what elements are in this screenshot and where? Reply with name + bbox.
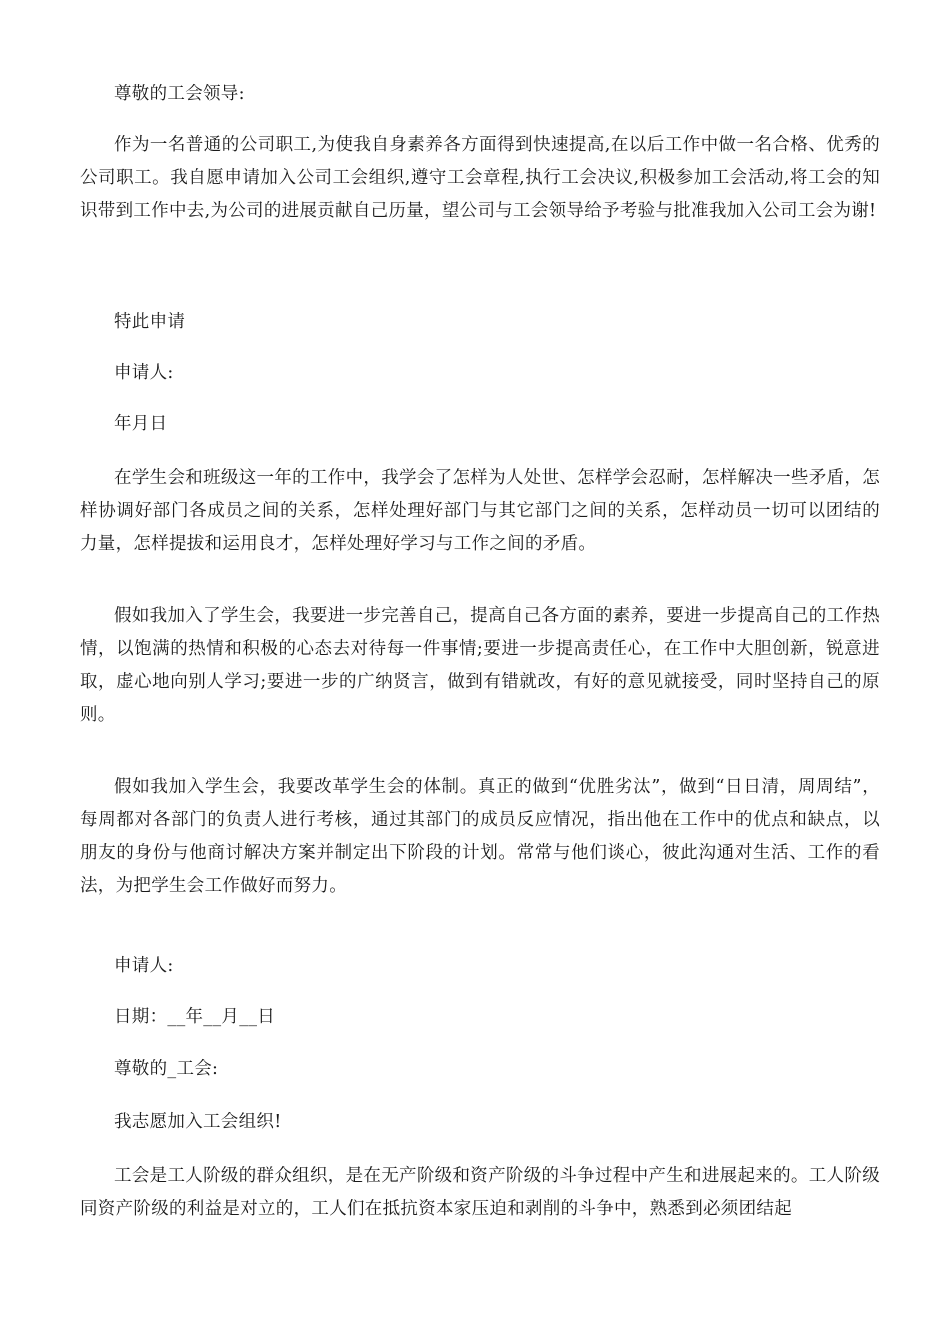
self-improvement-paragraph: 假如我加入了学生会，我要进一步完善自己，提高自己各方面的素养，要进一步提高自己的工作热情，以饱满的热情和积极的心态去对待每一件事情;要进一步提高责任心，在工作中大胆创新，锐意进取，虚心地向别人学习;要进一步的广纳贤言，做到有错就改，有好的意见就接受，同时坚持自己的原则。	[80, 606, 880, 725]
volunteer-statement: 我志愿加入工会组织!	[114, 1112, 282, 1132]
date-line: 日期：__年__月__日	[114, 1007, 276, 1027]
date-label: 年月日	[114, 414, 168, 434]
student-union-experience-paragraph: 在学生会和班级这一年的工作中，我学会了怎样为人处世、怎样学会忍耐，怎样解决一些矛盾，怎样协调好部门各成员之间的关系，怎样处理好部门与其它部门之间的关系，怎样动员一切可以团结的力量，怎样提拔和运用良才，怎样处理好学习与工作之间的矛盾。	[80, 468, 880, 554]
salutation-union-leaders: 尊敬的工会领导:	[114, 84, 245, 104]
union-description-paragraph: 工会是工人阶级的群众组织，是在无产阶级和资产阶级的斗争过程中产生和进展起来的。工人阶级同资产阶级的利益是对立的，工人们在抵抗资本家压迫和剥削的斗争中，熟悉到必须团结起	[80, 1166, 880, 1219]
application-body-paragraph: 作为一名普通的公司职工,为使我自身素养各方面得到快速提高,在以后工作中做一名合格、优秀的公司职工。我自愿申请加入公司工会组织,遵守工会章程,执行工会决议,积极参加工会活动,将工会的知识带到工作中去,为公司的进展贡献自己历量，望公司与工会领导给予考验与批准我加入公司工会为谢!	[80, 135, 880, 221]
closing-phrase: 特此申请	[114, 312, 186, 332]
salutation-union: 尊敬的_工会:	[114, 1059, 219, 1079]
applicant-label: 申请人:	[114, 363, 174, 383]
applicant-label-2: 申请人:	[114, 956, 174, 976]
reform-plan-paragraph: 假如我加入学生会，我要改革学生会的体制。真正的做到“优胜劣汰”，做到“日日清，周周结”，每周都对各部门的负责人进行考核，通过其部门的成员反应情况，指出他在工作中的优点和缺点，以朋友的身份与他商讨解决方案并制定出下阶段的计划。常常与他们谈心，彼此沟通对生活、工作的看法，为把学生会工作做好而努力。	[80, 777, 880, 896]
